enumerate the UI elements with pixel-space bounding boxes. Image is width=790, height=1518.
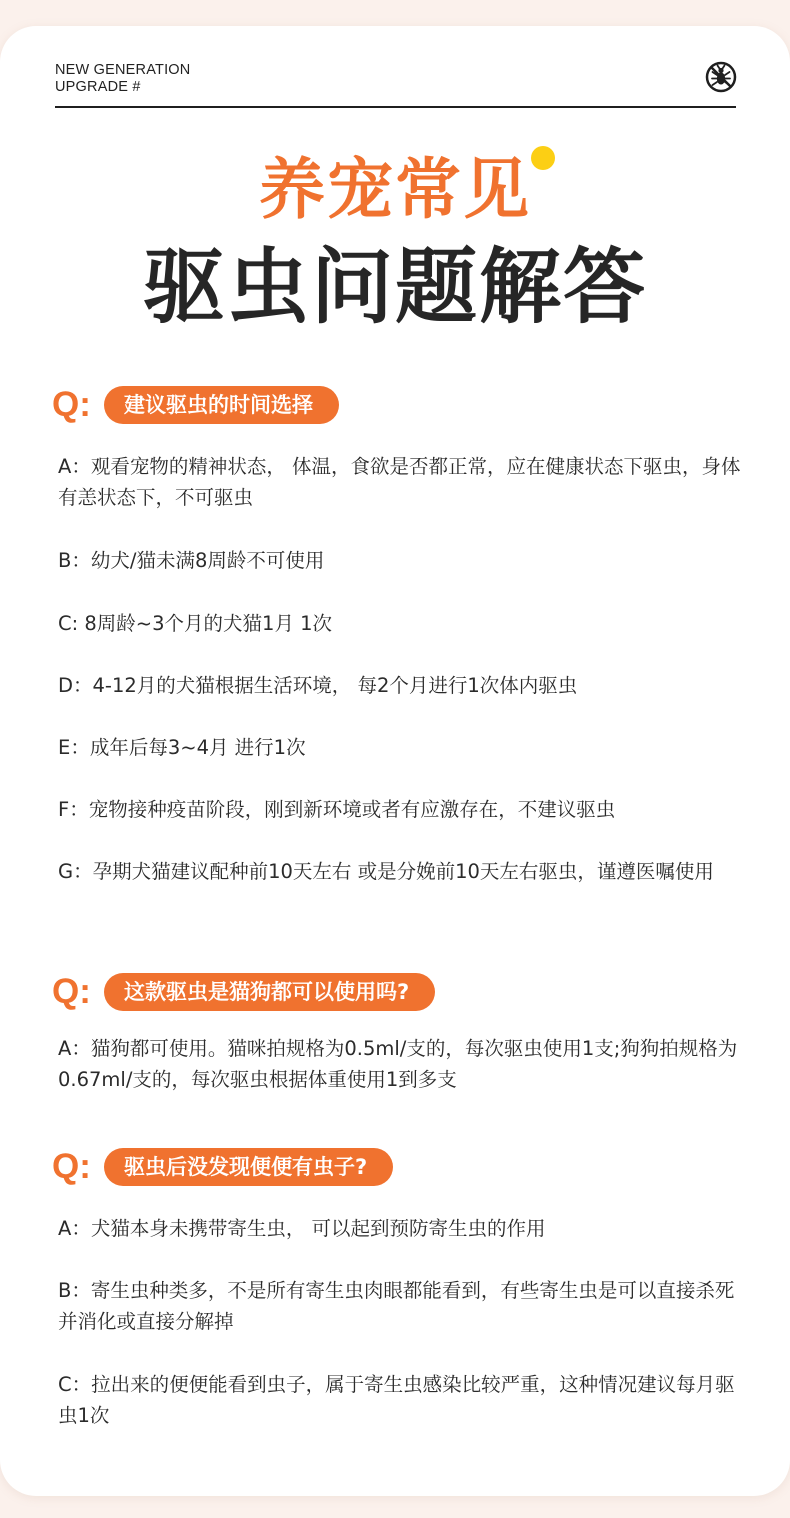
header-line-1: NEW GENERATION: [55, 62, 191, 78]
answer-item: B：幼犬/猫未满8周龄不可使用: [58, 549, 325, 572]
question-header-1: [52, 385, 339, 425]
no-bugs-icon: [704, 60, 738, 94]
header-divider: [55, 106, 736, 108]
header-line-2: UPGRADE #: [55, 79, 141, 95]
answer-item: C：拉出来的便便能看到虫子，属于寄生虫感染比较严重，这种情况建议每月驱虫1次: [58, 1373, 735, 1427]
page-title-line-2: 驱虫问题解答: [142, 240, 647, 335]
answer-list-1: [58, 451, 748, 918]
question-mark-label: Q:: [52, 1147, 91, 1186]
answer-item: F：宠物接种疫苗阶段，刚到新环境或者有应激存在，不建议驱虫: [58, 798, 616, 821]
answer-item: B：寄生虫种类多，不是所有寄生虫肉眼都能看到，有些寄生虫是可以直接杀死并消化或直接分解掉: [58, 1279, 735, 1333]
content-card: [0, 26, 790, 1496]
answer-item: A：猫狗都可使用。猫咪拍规格为0.5ml/支的，每次驱虫使用1支;狗狗拍规格为0.67ml/支的，每次驱虫根据体重使用1到多支: [58, 1037, 738, 1091]
answer-item: E：成年后每3~4月 进行1次: [58, 736, 306, 759]
answer-item: D：4-12月的犬猫根据生活环境， 每2个月进行1次体内驱虫: [58, 674, 578, 697]
answer-list-3: [58, 1213, 748, 1431]
question-mark-label: Q:: [52, 385, 91, 424]
page-title-line-1: 养宠常见: [259, 151, 531, 228]
question-pill: 这款驱虫是猫狗都可以使用吗?: [104, 973, 435, 1011]
question-header-3: [52, 1147, 393, 1187]
question-pill: 驱虫后没发现便便有虫子?: [104, 1148, 393, 1186]
question-pill: 建议驱虫的时间选择: [104, 386, 339, 424]
question-header-2: [52, 972, 435, 1012]
answer-item: A：观看宠物的精神状态， 体温，食欲是否都正常，应在健康状态下驱虫，身体有恙状态下，不可驱虫: [58, 455, 741, 509]
answer-item: A：犬猫本身未携带寄生虫， 可以起到预防寄生虫的作用: [58, 1217, 546, 1240]
answer-list-2: [58, 1033, 748, 1095]
header-label: [55, 62, 190, 96]
answer-item: C: 8周龄~3个月的犬猫1月 1次: [58, 612, 333, 635]
answer-item: G：孕期犬猫建议配种前10天左右 或是分娩前10天左右驱虫，谨遵医嘱使用: [58, 860, 714, 883]
question-mark-label: Q:: [52, 972, 91, 1011]
